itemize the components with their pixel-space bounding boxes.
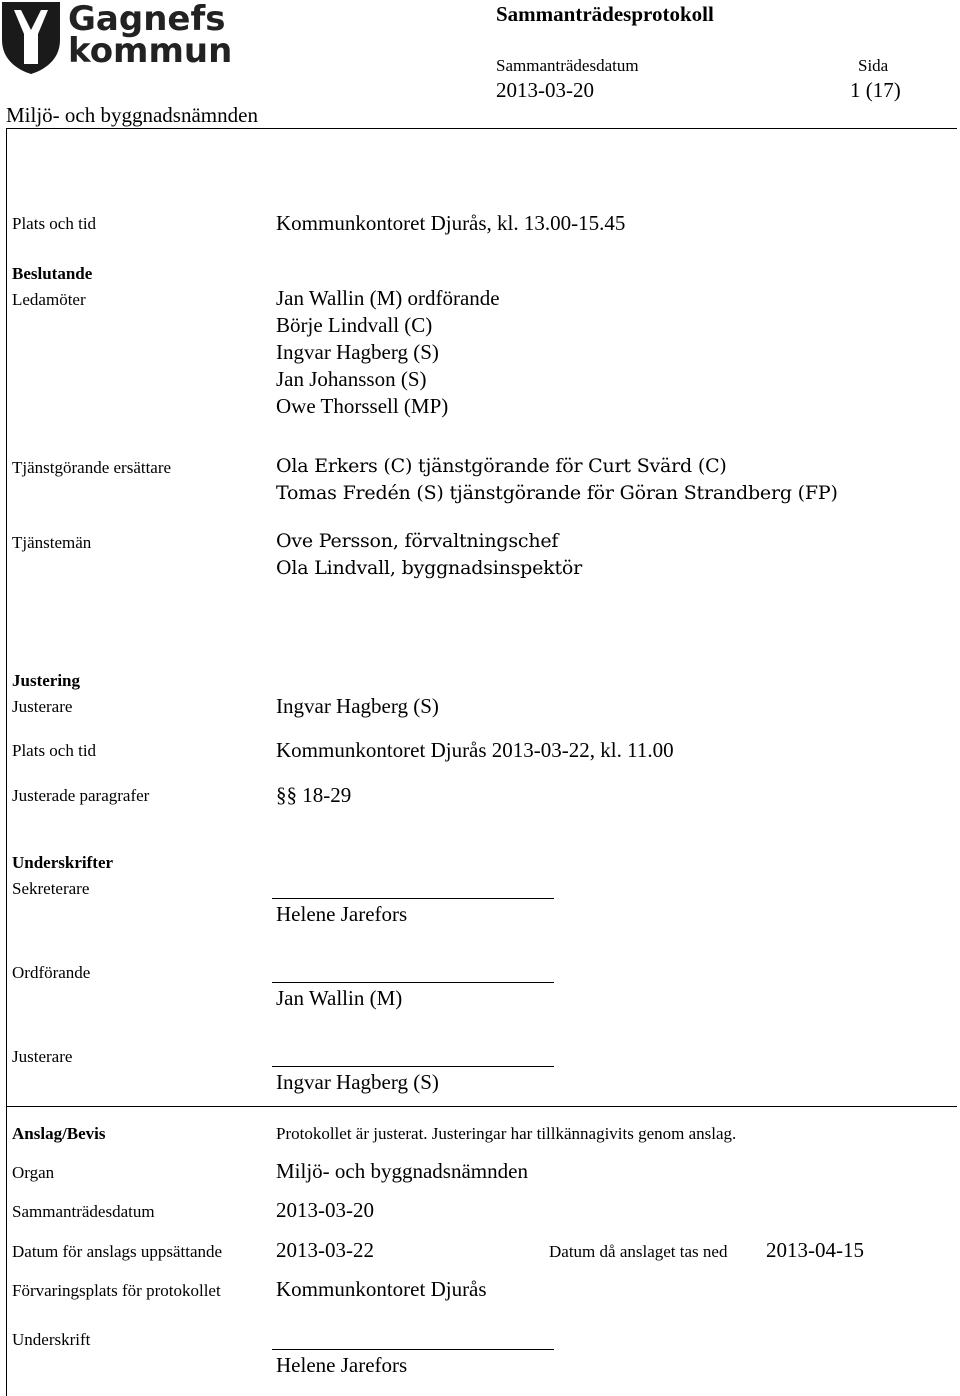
notice-heading: Anslag/Bevis [12, 1124, 106, 1143]
official-item: Ove Persson, förvaltningschef [276, 530, 559, 552]
removed-value: 2013-04-15 [766, 1238, 864, 1262]
member-item: Jan Johansson (S) [276, 367, 427, 391]
posted-label: Datum för anslags uppsättande [12, 1242, 223, 1261]
member-item: Ingvar Hagberg (S) [276, 340, 439, 364]
date-label: Sammanträdesdatum [496, 56, 639, 75]
member-item: Börje Lindvall (C) [276, 313, 433, 337]
notice-signature-label: Underskrift [12, 1330, 91, 1349]
member-item: Owe Thorssell (MP) [276, 394, 449, 418]
sign-adjuster-name: Ingvar Hagberg (S) [276, 1070, 439, 1094]
sign-adjuster-label: Justerare [12, 1047, 73, 1066]
committee-name: Miljö- och byggnadsnämnden [6, 103, 258, 127]
org-name-line2: kommun [68, 31, 233, 71]
removed-label: Datum då anslaget tas ned [549, 1242, 728, 1261]
left-border [6, 128, 7, 1396]
meeting-date-value: 2013-03-20 [276, 1198, 374, 1222]
adjuster-label: Justerare [12, 697, 73, 716]
signatures-heading: Underskrifter [12, 853, 114, 872]
notice-statement: Protokollet är justerat. Justeringar har tillkännagivits genom anslag. [276, 1124, 737, 1143]
coat-of-arms-icon [0, 0, 62, 75]
adjuster-value: Ingvar Hagberg (S) [276, 694, 439, 718]
adjustment-place-label: Plats och tid [12, 741, 97, 760]
member-item: Jan Wallin (M) ordförande [276, 286, 500, 310]
chair-name: Jan Wallin (M) [276, 986, 403, 1010]
notice-signature-name: Helene Jarefors [276, 1353, 408, 1377]
substitute-item: Ola Erkers (C) tjänstgörande för Curt Svärd (C) [276, 455, 727, 477]
secretary-name: Helene Jarefors [276, 902, 408, 926]
organ-value: Miljö- och byggnadsnämnden [276, 1159, 528, 1183]
adjustment-place-value: Kommunkontoret Djurås 2013-03-22, kl. 11.00 [276, 738, 674, 762]
organ-label: Organ [12, 1163, 55, 1182]
substitutes-label: Tjänstgörande ersättare [12, 458, 172, 477]
secretary-signature-line [272, 898, 554, 899]
officials-label: Tjänstemän [12, 533, 92, 552]
adjuster-signature-line [272, 1066, 554, 1067]
notice-signature-line [272, 1349, 554, 1350]
chair-label: Ordförande [12, 963, 91, 982]
official-item: Ola Lindvall, byggnadsinspektör [276, 557, 583, 579]
posted-value: 2013-03-22 [276, 1238, 374, 1262]
chair-signature-line [272, 982, 554, 983]
date-value: 2013-03-20 [496, 78, 594, 102]
page-value: 1 (17) [850, 78, 901, 102]
notice-divider [6, 1106, 957, 1107]
storage-label: Förvaringsplats för protokollet [12, 1281, 221, 1300]
meeting-date-label: Sammanträdesdatum [12, 1202, 155, 1221]
municipality-logo [0, 0, 62, 75]
members-label: Ledamöter [12, 290, 86, 309]
place-label: Plats och tid [12, 214, 97, 233]
secretary-label: Sekreterare [12, 879, 90, 898]
paragraphs-label: Justerade paragrafer [12, 786, 150, 805]
paragraphs-value: §§ 18-29 [276, 783, 352, 807]
place-value: Kommunkontoret Djurås, kl. 13.00-15.45 [276, 211, 626, 235]
page-label: Sida [858, 56, 889, 75]
storage-value: Kommunkontoret Djurås [276, 1277, 487, 1301]
adjustment-heading: Justering [12, 671, 80, 690]
doc-title: Sammanträdesprotokoll [496, 2, 714, 26]
header-divider [6, 128, 957, 129]
org-name-line1: Gagnefs [68, 0, 226, 39]
substitute-item: Tomas Fredén (S) tjänstgörande för Göran Strandberg (FP) [276, 482, 838, 504]
decisive-heading: Beslutande [12, 264, 93, 283]
